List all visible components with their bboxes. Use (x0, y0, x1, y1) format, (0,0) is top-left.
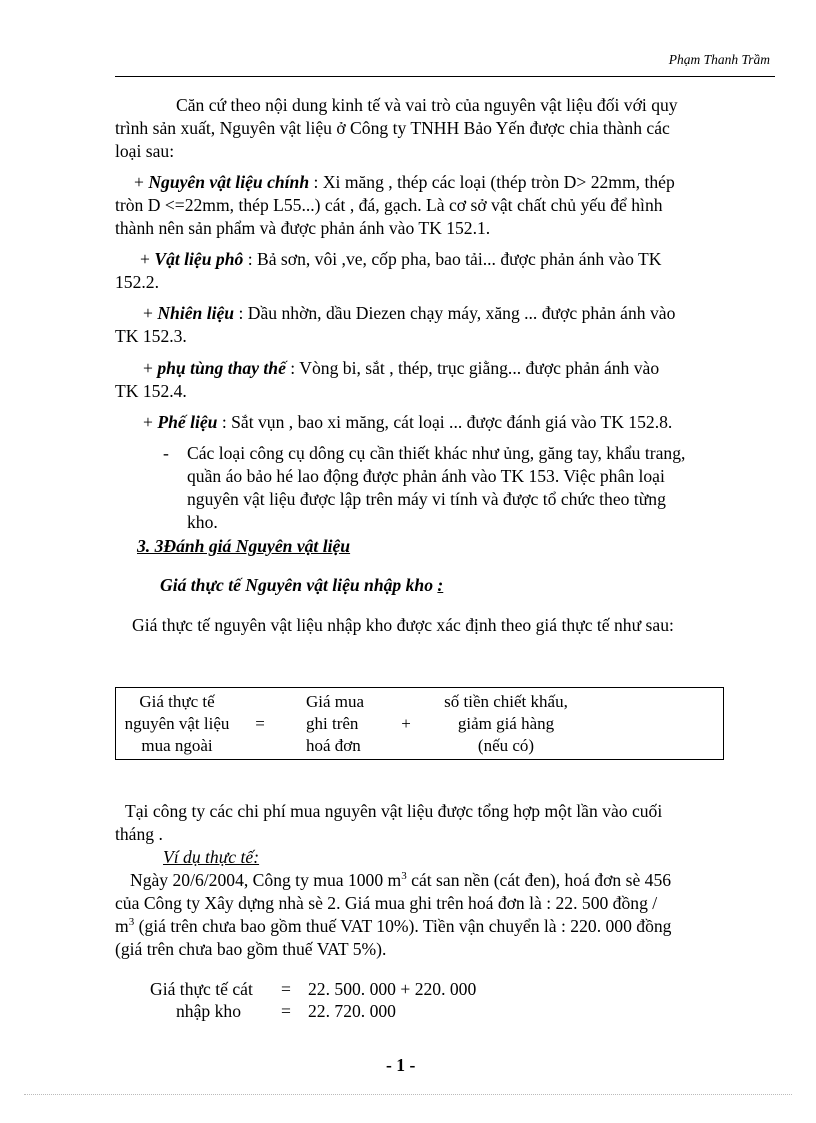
formula-middle-2: ghi trên (306, 714, 359, 733)
item-spare-prefix: + (143, 358, 158, 378)
page-number: - 1 - (386, 1055, 416, 1075)
item-fuel-prefix: + (143, 303, 158, 323)
formula-equals: = (255, 714, 265, 733)
example-line-3-sup: 3 (128, 916, 135, 929)
item-main-line-1 (134, 171, 675, 194)
note-line-1: Tại công ty các chi phí mua nguyên vật liệu được tổng hợp một lần vào cuối (125, 801, 663, 821)
example-label: Ví dụ thực tế: (163, 847, 260, 867)
item-auxiliary-prefix: + (140, 249, 155, 269)
example-line-1 (130, 869, 671, 892)
bullet-line-1: Các loại công cụ dông cụ cần thiết khác như ủng, găng tay, khẩu trang, (187, 443, 686, 463)
footer-rule (24, 1094, 792, 1095)
example-line-3-b: (giá trên chưa bao gồm thuế VAT 10%). Tiền vận chuyển là : 220. 000 đồng (134, 916, 672, 936)
example-line-2: của Công ty Xây dựng nhà sè 2. Giá mua ghi trên hoá đơn là : 22. 500 đồng / (115, 893, 658, 913)
item-auxiliary-term: Vật liệu phô (154, 249, 244, 269)
item-scrap-rest: : Sắt vụn , bao xi măng, cát loại ... được đánh giá vào TK 152.8. (217, 412, 673, 432)
item-main-term: Nguyên vật liệu chính (148, 172, 310, 192)
item-scrap-line-1 (143, 411, 672, 434)
intro-line-2: trình sản xuất, Nguyên vật liệu ở Công ty TNHH Bảo Yến được chia thành các (115, 118, 670, 138)
item-main-prefix: + (134, 172, 149, 192)
formula-right-2: giảm giá hàng (457, 714, 555, 733)
item-auxiliary-line-1 (140, 248, 662, 271)
item-spare-term: phụ tùng thay thế (157, 358, 286, 378)
item-scrap-prefix: + (143, 412, 158, 432)
item-scrap-term: Phế liệu (157, 412, 218, 432)
formula-plus: + (401, 714, 411, 733)
intro-line-3: loại sau: (115, 141, 175, 161)
formula-left-2: nguyên vật liệu (124, 714, 230, 733)
item-spare-rest: : Vòng bi, sắt , thép, trục giằng... được phản ánh vào (285, 358, 660, 378)
calc-equals-1: = (281, 979, 291, 999)
bullet-dash: - (163, 443, 169, 463)
section-subtitle-text: Giá thực tế Nguyên vật liệu nhập kho (160, 575, 438, 595)
formula-left-1: Giá thực tế (139, 692, 215, 711)
bullet-line-2: quần áo bảo hé lao động được phản ánh vào TK 153. Việc phân loại (187, 466, 665, 486)
calc-value-1: 22. 500. 000 + 220. 000 (308, 979, 477, 999)
header-author: Phạm Thanh Trầm (668, 52, 770, 67)
formula-right-3: (nếu có) (477, 736, 535, 755)
item-main-line-3: thành nên sản phẩm và được phản ánh vào TK 152.1. (115, 218, 491, 238)
bullet-line-4: kho. (187, 512, 218, 532)
section-body: Giá thực tế nguyên vật liệu nhập kho được xác định theo giá thực tế như sau: (132, 615, 674, 635)
example-line-4: (giá trên chưa bao gồm thuế VAT 5%). (115, 939, 387, 959)
item-main-line-2: tròn D <=22mm, thép L55...) cát , đá, gạch. Là cơ sở vật chất chủ yếu để hình (115, 195, 663, 215)
calc-label-2: nhập kho (176, 1001, 241, 1021)
item-spare-line-1 (143, 357, 659, 380)
formula-box (115, 687, 724, 760)
section-title: 3. 3Đánh giá Nguyên vật liệu (137, 536, 351, 556)
item-main-rest: : Xi măng , thép các loại (thép tròn D> 22mm, thép (309, 172, 675, 192)
bullet-line-3: nguyên vật liệu được lập trên máy vi tính và được tổ chức theo từng (187, 489, 666, 509)
calc-value-2: 22. 720. 000 (308, 1001, 396, 1021)
section-subtitle (160, 574, 443, 597)
item-fuel-term: Nhiên liệu (157, 303, 235, 323)
item-auxiliary-line-2: 152.2. (115, 272, 159, 292)
item-spare-line-2: TK 152.4. (115, 381, 187, 401)
calc-label-1: Giá thực tế cát (150, 979, 253, 999)
formula-left-3: mua ngoài (141, 736, 213, 755)
section-subtitle-colon: : (437, 575, 444, 595)
calc-equals-2: = (281, 1001, 291, 1021)
item-fuel-line-2: TK 152.3. (115, 326, 187, 346)
example-line-3-a: m (115, 916, 129, 936)
formula-middle-3: hoá đơn (306, 736, 361, 755)
item-fuel-rest: : Dầu nhờn, dầu Diezen chạy máy, xăng ... được phản ánh vào (234, 303, 676, 323)
header-rule (115, 76, 775, 77)
example-line-1-b: cát san nền (cát đen), hoá đơn sè 456 (406, 870, 672, 890)
intro-line-1: Căn cứ theo nội dung kinh tế và vai trò của nguyên vật liệu đối với quy (176, 95, 678, 115)
item-fuel-line-1 (143, 302, 675, 325)
item-auxiliary-rest: : Bả sơn, vôi ,ve, cốp pha, bao tải... được phản ánh vào TK (243, 249, 662, 269)
formula-middle-1: Giá mua (306, 692, 365, 711)
example-line-3 (115, 915, 671, 938)
example-line-1-a: Ngày 20/6/2004, Công ty mua 1000 m (130, 870, 402, 890)
example-line-1-sup: 3 (401, 870, 407, 883)
note-line-2: tháng . (115, 824, 163, 844)
formula-right-1: số tiền chiết khấu, (444, 692, 568, 711)
